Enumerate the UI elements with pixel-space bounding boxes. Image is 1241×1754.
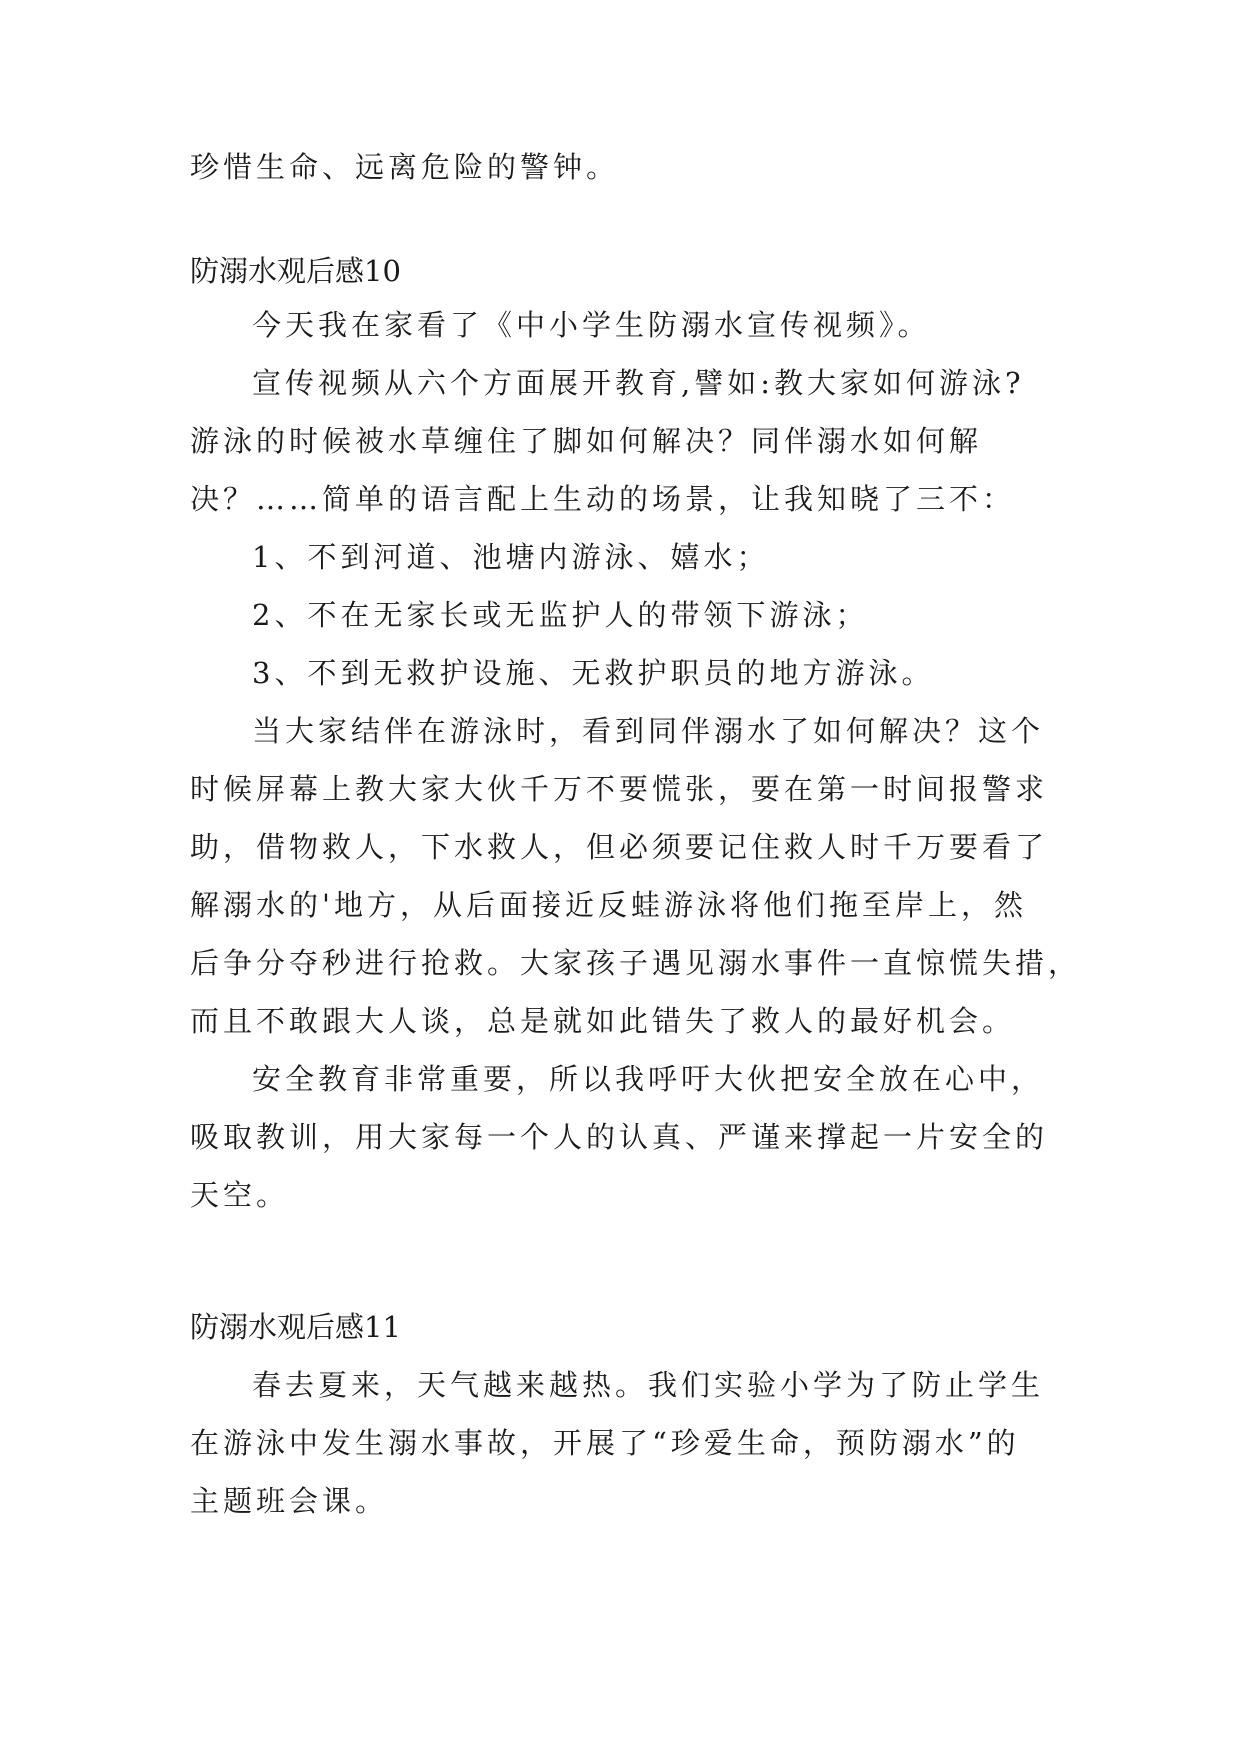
paragraph-line: 游泳的时候被水草缠住了脚如何解决？同伴溺水如何解 [190, 424, 983, 458]
section-heading: 防溺水观后感11 [190, 1310, 401, 1344]
paragraph-line: 在游泳中发生溺水事故，开展了“珍爱生命，预防溺水”的 [190, 1426, 1020, 1460]
paragraph-line: 天空。 [190, 1178, 290, 1212]
list-item: 2、不在无家长或无监护人的带领下游泳； [252, 598, 869, 632]
paragraph-line: 解溺水的'地方，从后面接近反蛙游泳将他们拖至岸上，然 [190, 888, 1027, 922]
list-item: 3、不到无救护设施、无救护职员的地方游泳。 [252, 656, 935, 690]
paragraph-line: 宣传视频从六个方面展开教育,譬如:教大家如何游泳? [252, 366, 1025, 400]
paragraph-line: 吸取教训，用大家每一个人的认真、严谨来撑起一片安全的 [190, 1120, 1049, 1154]
paragraph-line: 春去夏来，天气越来越热。我们实验小学为了防止学生 [252, 1368, 1045, 1402]
paragraph-line: 安全教育非常重要，所以我呼吁大伙把安全放在心中， [252, 1062, 1045, 1096]
paragraph-line: 珍惜生命、远离危险的警钟。 [190, 150, 620, 184]
section-heading: 防溺水观后感10 [190, 254, 401, 288]
paragraph-line: 今天我在家看了《中小学生防溺水宣传视频》。 [252, 308, 931, 342]
paragraph-line: 主题班会课。 [190, 1484, 389, 1518]
paragraph-line: 决？……简单的语言配上生动的场景，让我知晓了三不： [190, 482, 1016, 516]
paragraph-line: 时候屏幕上教大家大伙千万不要慌张，要在第一时间报警求 [190, 772, 1049, 806]
paragraph-line: 当大家结伴在游泳时，看到同伴溺水了如何解决？这个 [252, 714, 1045, 748]
paragraph-line: 助，借物救人，下水救人，但必须要记住救人时千万要看了 [190, 830, 1049, 864]
list-item: 1、不到河道、池塘内游泳、嬉水； [252, 540, 770, 574]
paragraph-line: 而且不敢跟大人谈，总是就如此错失了救人的最好机会。 [190, 1004, 1016, 1038]
paragraph-line: 后争分夺秒进行抢救。大家孩子遇见溺水事件一直惊慌失措， [190, 946, 1082, 980]
